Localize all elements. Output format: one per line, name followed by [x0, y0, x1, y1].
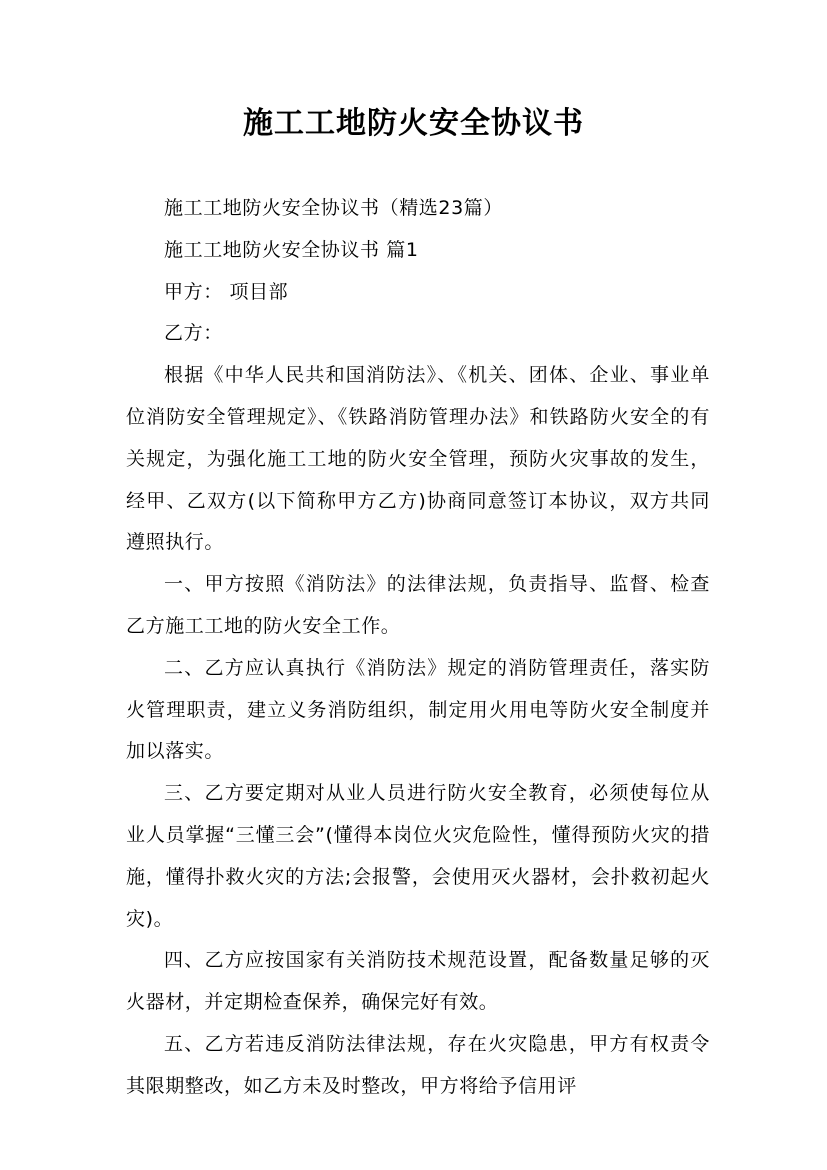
- document-body: [126, 188, 710, 1108]
- paragraph-clause-4: 四、乙方应按国家有关消防技术规范设置，配备数量足够的灭火器材，并定期检查保养，确保完好有效。: [126, 949, 710, 1014]
- paragraph-clause-5: 五、乙方若违反消防法律法规，存在火灾隐患，甲方有权责令其限期整改，如乙方未及时整改，甲方将给予信用评: [126, 1032, 710, 1097]
- paragraph-collection-heading: 施工工地防火安全协议书（精选23篇）: [164, 197, 503, 219]
- paragraph-clause-2: 二、乙方应认真执行《消防法》规定的消防管理责任，落实防火管理职责，建立义务消防组织，制定用火用电等防火安全制度并加以落实。: [126, 656, 710, 763]
- paragraph-clause-1: 一、甲方按照《消防法》的法律法规，负责指导、监督、检查乙方施工工地的防火安全工作。: [126, 573, 710, 637]
- paragraph-article-heading: 施工工地防火安全协议书 篇1: [164, 238, 419, 261]
- paragraph-preamble: 根据《中华人民共和国消防法》、《机关、团体、企业、事业单位消防安全管理规定》、《铁路消防管理办法》和铁路防火安全的有关规定，为强化施工工地的防火安全管理，预防火灾事故的发生，经甲、乙双方(以下简称甲方乙方)协商同意签订本协议，双方共同遵照执行。: [126, 364, 710, 554]
- paragraph-clause-3: 三、乙方要定期对从业人员进行防火安全教育，必须使每位从业人员掌握“三懂三会”(懂得本岗位火灾危险性，懂得预防火灾的措施，懂得扑救火灾的方法;会报警，会使用灭火器材，会扑救初起火灾)。: [126, 782, 710, 930]
- paragraph-party-a: 甲方： 项目部: [164, 280, 289, 303]
- paragraph-party-b: 乙方：: [164, 322, 223, 345]
- document-title: 施工工地防火安全协议书: [243, 106, 584, 141]
